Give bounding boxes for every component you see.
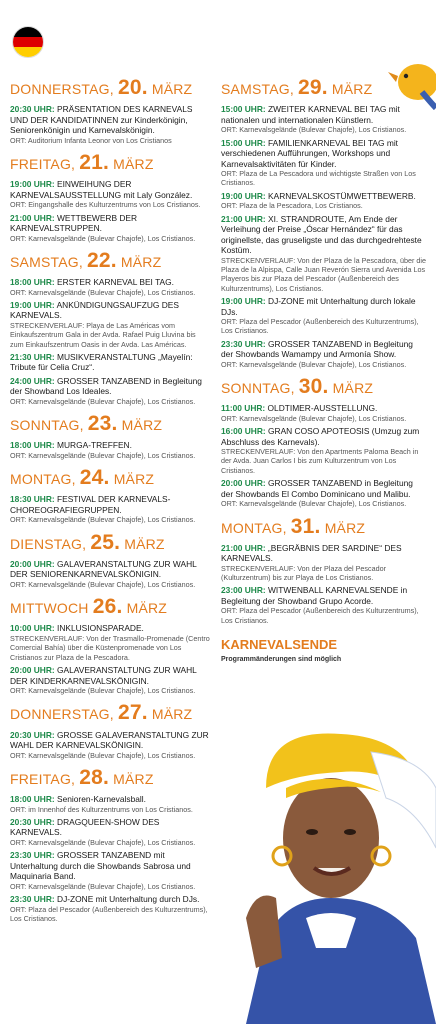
day-heading (221, 375, 426, 399)
event-description: GALAVERANSTALTUNG ZUR WAHL DER SENIORENKARNEVALSKÖNIGIN. (10, 558, 197, 580)
event-time: 16:00 UHR: (221, 426, 266, 437)
event-time: 24:00 UHR: (10, 375, 55, 386)
day-block (10, 76, 210, 145)
event-location: ORT: Plaza de La Pescadora und wichtigste Straßen von Los Cristianos. (221, 169, 416, 188)
event-time: 20:30 UHR: (10, 816, 55, 827)
event-time: 21:00 UHR: (221, 542, 266, 553)
event-location: ORT: Karnevalsgelände (Bulevar Chajofe), Los Cristianos. (221, 125, 407, 135)
event-location: ORT: Karnevalsgelände (Bulevar Chajofe), Los Cristianos. (10, 396, 196, 406)
event-location: STRECKENVERLAUF: Von der Plaza del Pescador (Kulturzentrum) bis zur Playa de Los Cristianos. (221, 563, 386, 583)
event-description: ANKÜNDIGUNGSAUFZUG DES KARNEVALS. (10, 299, 179, 321)
event-item (221, 403, 426, 423)
month-name: MÄRZ (324, 519, 366, 536)
day-block (221, 515, 426, 626)
event-item (10, 277, 210, 297)
event-item (10, 850, 210, 891)
day-block (10, 466, 210, 525)
event-location: ORT: Plaza del Pescador (Außenbereich des Kulturzentrums), Los Cristianos. (221, 606, 419, 625)
event-location: ORT: Karnevalsgelände (Bulevar Chajofe), Los Cristianos. (10, 881, 196, 891)
event-description: GRAN COSO APOTEOSIS (Umzug zum Abschluss des Karnevals). (221, 426, 420, 447)
month-name: MÄRZ (332, 380, 374, 397)
event-location: ORT: Karnevalsgelände (Bulevar Chajofe), Los Cristianos. (221, 413, 407, 423)
day-number: 31. (290, 514, 321, 538)
day-number: 20. (117, 76, 148, 99)
event-item (10, 300, 210, 349)
event-description: FESTIVAL DER KARNEVALS-CHOREOGRAFIEGRUPPEN. (10, 494, 171, 515)
event-description: GROSSER TANZABEND in Begleitung der Showband Los Ideales. (10, 375, 202, 397)
month-name: MÄRZ (113, 471, 155, 488)
event-time: 21:30 UHR: (10, 351, 55, 362)
event-time: 20:30 UHR: (10, 104, 55, 115)
event-item (10, 376, 210, 406)
event-description: Senioren-Karnevalsball. (57, 794, 146, 805)
event-description: FAMILIENKARNEVAL BEI TAG mit verschiedenen Aufführungen, Workshops und Karnevalsaktivitäten für Kinder. (221, 137, 399, 169)
event-time: 19:00 UHR: (10, 179, 55, 190)
event-time: 23:00 UHR: (221, 585, 266, 596)
day-name: SAMSTAG, (10, 253, 83, 270)
event-time: 20:30 UHR: (10, 729, 55, 740)
event-item (221, 478, 426, 508)
event-time: 21:00 UHR: (221, 213, 266, 224)
day-name: MONTAG, (10, 471, 76, 488)
event-location: ORT: Karnevalsgelände (Bulevar Chajofe), Los Cristianos. (10, 287, 196, 297)
event-item (10, 894, 210, 923)
event-time: 10:00 UHR: (10, 623, 55, 634)
event-description: ERSTER KARNEVAL BEI TAG. (57, 277, 174, 287)
program-change-note: Programmänderungen sind möglich (221, 656, 342, 664)
event-location: ORT: Eingangshalle des Kulturzentrums von Los Cristianos. (10, 200, 201, 210)
event-description: KARNEVALSKOSTÜMWETTBEWERB. (268, 190, 416, 201)
day-name: SONNTAG, (10, 417, 84, 434)
day-block (10, 412, 210, 460)
event-description: EINWEIHUNG DER KARNEVALSAUSSTELLUNG mit Laly González. (10, 179, 193, 200)
event-location: ORT: Karnevalsgelände (Bulevar Chajofe), Los Cristianos. (221, 359, 407, 369)
bird-illustration-icon (388, 52, 436, 110)
event-location: ORT: Karnevalsgelände (Bulevar Chajofe), Los Cristianos. (221, 499, 407, 509)
day-number: 24. (79, 466, 110, 490)
event-time: 23:30 UHR: (221, 338, 266, 349)
event-description: INKLUSIONSPARADE. (57, 623, 144, 634)
event-description: DJ-ZONE mit Unterhaltung durch DJs. (57, 894, 200, 905)
event-item (221, 138, 426, 188)
day-number: 28. (79, 765, 110, 789)
event-item (10, 179, 210, 209)
day-number: 30. (298, 375, 329, 399)
event-item (221, 426, 426, 475)
day-name: FREITAG, (10, 770, 76, 787)
carnival-woman-illustration-icon (246, 728, 436, 1024)
event-item (10, 104, 210, 145)
event-item (10, 213, 210, 243)
day-name: FREITAG, (10, 156, 76, 172)
event-time: 18:00 UHR: (10, 794, 55, 805)
month-name: MÄRZ (120, 253, 162, 270)
day-heading (10, 412, 210, 436)
schedule-left-column (10, 74, 210, 929)
event-description: MURGA-TREFFEN. (57, 440, 132, 451)
event-description: GALAVERANSTALTUNG ZUR WAHL DER KINDERKARNEVALSKÖNIGIN. (10, 665, 197, 686)
event-location: ORT: Karnevalsgelände (Bulevar Chajofe), Los Cristianos. (10, 837, 196, 847)
day-number: 29. (298, 76, 328, 99)
month-name: MÄRZ (113, 770, 154, 787)
event-item (10, 794, 210, 814)
event-location: ORT: Plaza del Pescador (Außenbereich des Kulturzentrums), Los Cristianos. (10, 904, 208, 923)
day-number: 26. (92, 595, 123, 619)
event-location: ORT: Plaza de la Pescadora, Los Cristianos. (221, 201, 363, 211)
day-name: DONNERSTAG, (10, 706, 114, 723)
event-time: 18:00 UHR: (10, 277, 55, 287)
day-block (221, 375, 426, 508)
day-block (10, 766, 210, 923)
day-heading (10, 701, 210, 725)
carnival-end-title: KARNEVALSENDE (221, 637, 338, 653)
event-time: 15:00 UHR: (221, 137, 266, 148)
event-item (10, 817, 210, 847)
event-item (10, 730, 210, 760)
month-name: MÄRZ (331, 81, 373, 97)
event-time: 23:30 UHR: (10, 850, 55, 861)
event-time: 23:30 UHR: (10, 894, 55, 905)
day-number: 21. (79, 151, 110, 174)
day-heading (10, 76, 210, 100)
event-item (221, 339, 426, 369)
event-time: 11:00 UHR: (221, 403, 266, 414)
event-location: ORT: Karnevalsgelände (Bulevar Chajofe), Los Cristianos. (10, 515, 196, 525)
event-description: WITWENBALL KARNEVALSENDE in Begleitung der Showband Grupo Acorde. (221, 585, 408, 606)
schedule-right-column (221, 74, 426, 663)
event-time: 20:00 UHR: (10, 665, 55, 676)
event-time: 18:30 UHR: (10, 494, 55, 505)
event-description: GROSSER TANZABEND mit Unterhaltung durch die Showbands Sabrosa und Maquinaria Band. (10, 850, 191, 882)
month-name: MÄRZ (121, 417, 163, 434)
event-item (221, 296, 426, 336)
event-description: ZWEITER KARNEVAL BEI TAG mit nationalen und internationalen Künstlern. (221, 104, 400, 125)
day-heading (10, 531, 210, 555)
event-item (10, 665, 210, 695)
event-item (10, 559, 210, 589)
event-location: ORT: Karnevalsgelände (Bulevar Chajofe), Los Cristianos. (10, 233, 196, 243)
event-item (221, 191, 426, 211)
day-block (221, 76, 426, 369)
event-location: ORT: Karnevalsgelände (Bulevar Chajofe), Los Cristianos. (10, 450, 196, 460)
event-description: OLDTIMER-AUSSTELLUNG. (267, 403, 378, 414)
day-heading (10, 151, 210, 175)
event-time: 18:00 UHR: (10, 440, 55, 451)
day-block (10, 531, 210, 590)
event-item (10, 352, 210, 373)
day-block (10, 595, 210, 695)
day-block (10, 701, 210, 760)
event-item (221, 543, 426, 583)
event-description: GROSSER TANZABEND in Begleitung der Showbands Wamampy und Armonía Show. (221, 338, 413, 360)
day-name: MONTAG, (221, 519, 287, 536)
german-flag-icon (12, 26, 44, 58)
event-location: ORT: Karnevalsgelände (Bulevar Chajofe), Los Cristianos. (10, 579, 196, 589)
day-number: 27. (117, 701, 148, 725)
event-item (10, 623, 210, 662)
event-location: ORT: Plaza del Pescador (Außenbereich des Kulturzentrums), Los Cristianos. (221, 317, 419, 336)
day-name: MITTWOCH (10, 600, 89, 617)
day-block (10, 151, 210, 243)
day-name: DONNERSTAG, (10, 81, 114, 97)
day-number: 23. (87, 412, 118, 436)
month-name: MÄRZ (151, 706, 193, 723)
event-description: XI. STRANDROUTE, Am Ende der Verleihung der Preise „Óscar Hernández“ für das originellste, das gruseligste und das durchgedrehteste Kostüm. (221, 213, 422, 256)
event-location: ORT: Auditorium Infanta Leonor von Los Cristianos (10, 135, 172, 145)
event-description: GROSSER TANZABEND in Begleitung der Showbands El Combo Dominicano und Malibu. (221, 478, 413, 499)
event-location: STRECKENVERLAUF: Von der Trasmallo-Promenade (Centro Comercial Bahía) über die Küstenpromenade von Los Cristianos zur Plaza de la Pescadora. (10, 633, 210, 662)
event-time: 19:00 UHR: (221, 296, 266, 307)
event-item (221, 585, 426, 625)
event-description: WETTBEWERB DER KARNEVALSTRUPPEN. (10, 212, 138, 233)
event-location: ORT: im Innenhof des Kulturzentrums von Los Cristianos. (10, 804, 193, 814)
event-description: DJ-ZONE mit Unterhaltung durch lokale DJs. (221, 296, 416, 317)
month-name: MÄRZ (124, 535, 165, 552)
day-number: 22. (87, 248, 117, 272)
event-item (221, 214, 426, 293)
day-block (10, 249, 210, 406)
event-time: 20:00 UHR: (221, 478, 266, 489)
event-description: PRÄSENTATION DES KARNEVALS UND DER KANDIDATINNEN zur Kinderkönigin, Seniorenkönigin und Karnevalskönigin. (10, 104, 193, 136)
event-location: STRECKENVERLAUF: Playa de Las Américas vom Einkaufszentrum Gala in der Avda. Rafael Puig Lluvina bis zum Einkaufszentrum Oasis in der Avda. Las Américas. (10, 320, 196, 349)
day-heading (10, 466, 210, 490)
day-name: DIENSTAG, (10, 535, 87, 552)
day-name: SONNTAG, (221, 380, 295, 397)
day-heading (221, 515, 426, 539)
day-heading (10, 249, 210, 273)
event-description: DRAGQUEEN-SHOW DES KARNEVALS. (10, 816, 160, 838)
day-heading (10, 766, 210, 790)
month-name: MÄRZ (151, 81, 193, 97)
event-description: GROSSE GALAVERANSTALTUNG ZUR WAHL DER KARNEVALSKÖNIGIN. (10, 729, 209, 751)
event-item (10, 494, 210, 524)
event-description: „BEGRÄBNIS DER SARDINE“ DES KARNEVALS. (221, 542, 402, 564)
event-time: 15:00 UHR: (221, 104, 266, 115)
event-time: 21:00 UHR: (10, 212, 55, 223)
event-description: MUSIKVERANSTALTUNG „Mayelín: Tribute für Celia Cruz“. (10, 351, 193, 373)
day-name: SAMSTAG, (221, 81, 294, 97)
event-location: STRECKENVERLAUF: Von der Plaza de la Pescadora, über die Plaza de la Alpispa, Calle Juan Reverón Sierra und Avenida Los Playeros bis zur Plaza del Pescador (Außenbereich des Kulturzentrums), Los Cristianos. (221, 255, 426, 293)
month-name: MÄRZ (126, 600, 168, 617)
month-name: MÄRZ (113, 156, 154, 172)
event-time: 19:00 UHR: (10, 299, 55, 310)
event-location: ORT: Karnevalsgelände (Bulevar Chajofe), Los Cristianos. (10, 686, 196, 696)
event-location: STRECKENVERLAUF: Von den Apartments Paloma Beach in der Avda. Juan Carlos I bis zum Kulturzentrum von Los Cristianos. (221, 447, 419, 475)
event-time: 19:00 UHR: (221, 190, 266, 201)
event-location: ORT: Karnevalsgelände (Bulevar Chajofe), Los Cristianos. (10, 750, 196, 760)
event-item (10, 440, 210, 460)
day-number: 25. (90, 530, 121, 554)
day-heading (10, 595, 210, 619)
event-time: 20:00 UHR: (10, 558, 55, 569)
